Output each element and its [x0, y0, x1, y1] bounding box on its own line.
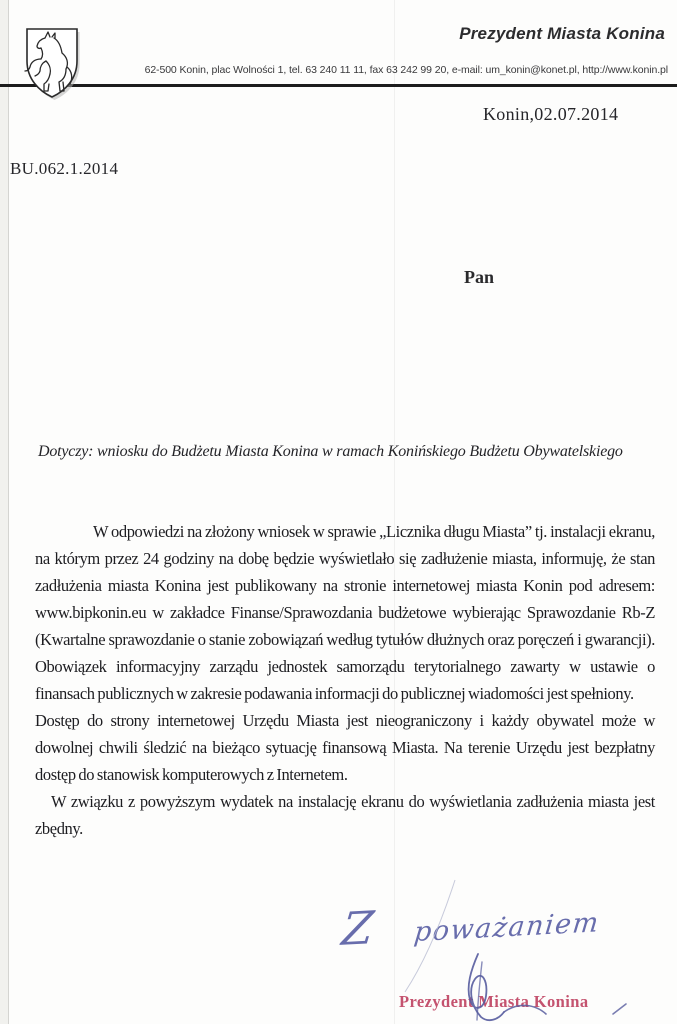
letter-body: [35, 518, 655, 842]
body-paragraph-1: W odpowiedzi na złożony wniosek w sprawie „Licznika długu Miasta” tj. instalacji ekranu, na którym przez 24 godziny na dobę będzie wyświetlało się zadłużenie miasta, informuję, że stan zadłużenia miasta Konina jest publikowany na stronie internetowej miasta Konin pod adresem: www.bipkonin.eu w zakładce Finanse/Sprawozdania budżetowe wybierając Sprawozdanie Rb-Z (Kwartalne sprawozdanie o stanie zobowiązań według tytułów dłużnych oraz poręczeń i gwarancji). Obowiązek informacyjny zarządu jednostek samorządu terytorialnego zawarty w ustawie o finansach publicznych w zakresie podawania informacji do publicznej wiadomości jest spełniony.: [35, 522, 655, 703]
body-paragraph-2: Dostęp do strony internetowej Urzędu Miasta jest nieograniczony i każdy obywatel może w dowolnej chwili śledzić na bieżąco sytuację finansową Miasta. Na terenie Urzędu jest bezpłatny dostęp do stanowisk komputerowych z Internetem.: [35, 711, 655, 784]
subject-line: Dotyczy: wniosku do Budżetu Miasta Konina w ramach Konińskiego Budżetu Obywatelskiego: [38, 443, 623, 460]
mayor-stamp-text: Prezydent Miasta Konina: [399, 992, 589, 1011]
reference-number: BU.062.1.2014: [10, 159, 119, 178]
signature-icon: [370, 862, 660, 1024]
scan-edge-line: [8, 0, 9, 1024]
date-line: Konin,02.07.2014: [483, 104, 619, 124]
body-paragraph-3: W związku z powyższym wydatek na instalację ekranu do wyświetlania zadłużenia miasta jest zbędny.: [35, 792, 655, 838]
addressee-label: Pan: [464, 267, 495, 287]
sender-title: Prezydent Miasta Konina: [459, 24, 665, 43]
scan-edge-strip: [0, 0, 8, 1024]
konin-crest-icon: [20, 24, 82, 106]
handwritten-closing: Z poważaniem: [339, 900, 602, 956]
header-rule: [0, 84, 677, 87]
address-line: 62-500 Konin, plac Wolności 1, tel. 63 240 11 11, fax 63 242 99 20, e-mail: um_konin@konet.pl, http://www.konin.pl: [144, 64, 668, 76]
